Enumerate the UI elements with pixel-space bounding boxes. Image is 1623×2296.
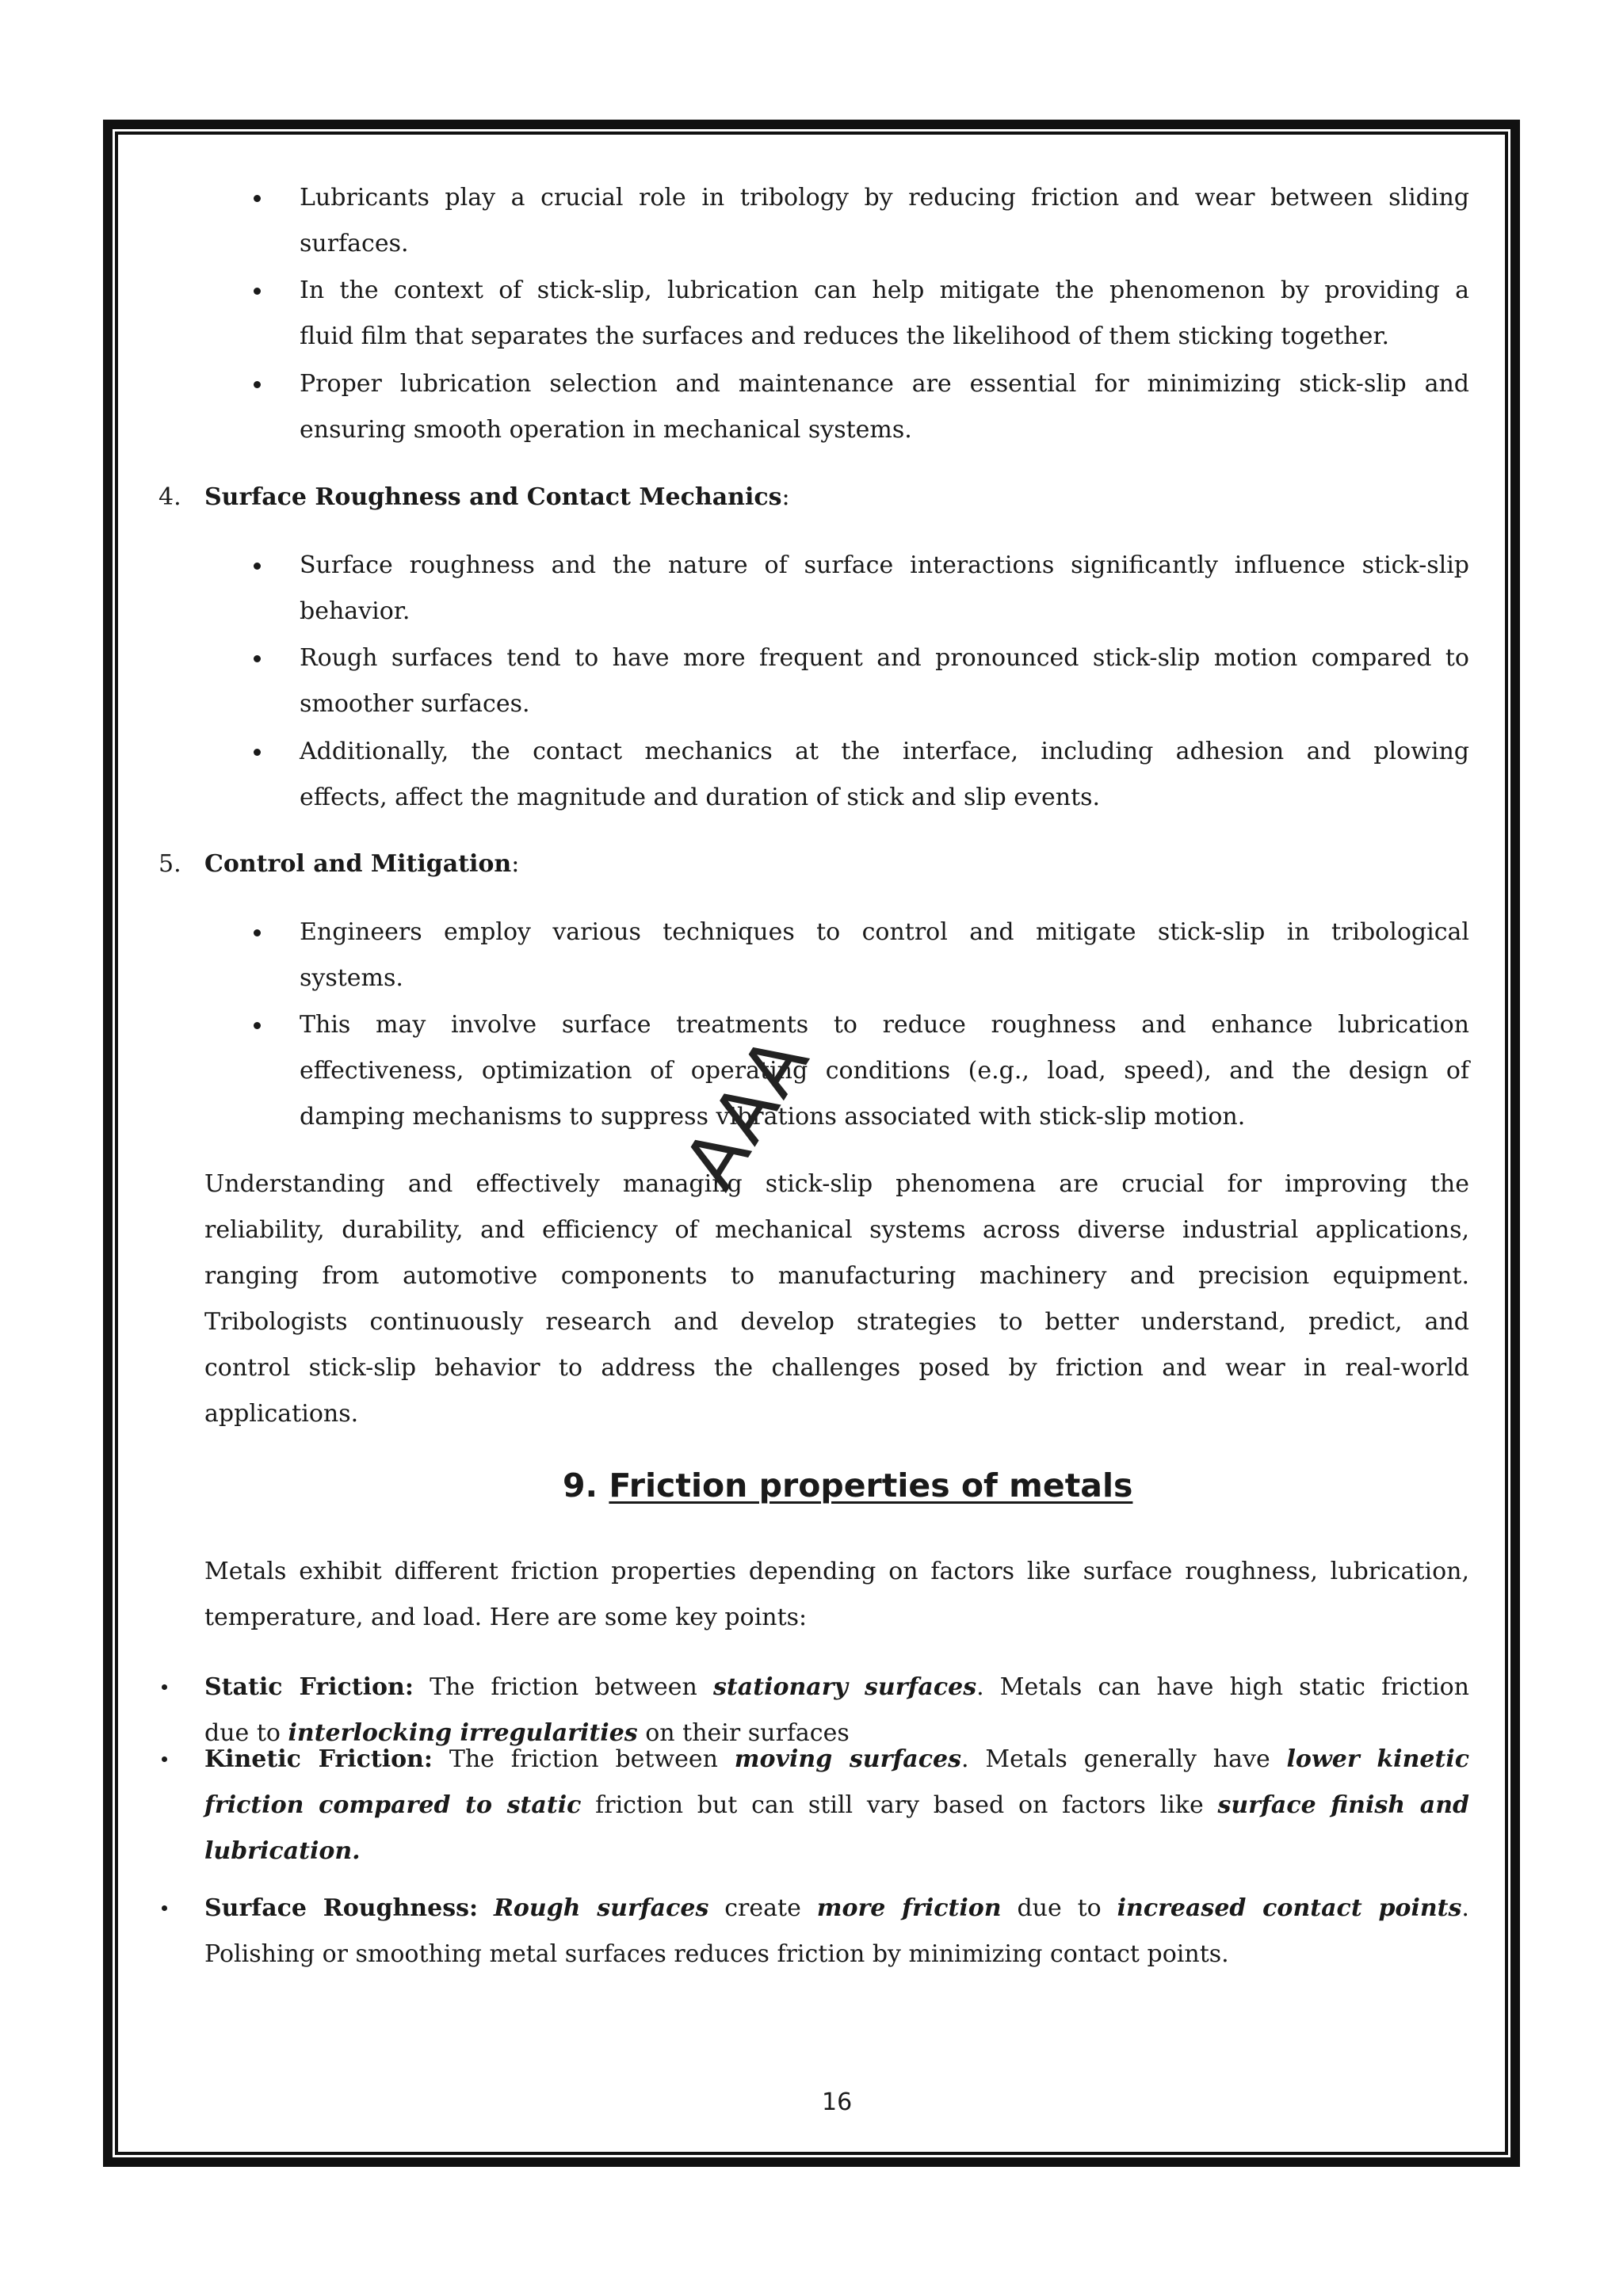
emphasis: more friction [816,1894,1002,1922]
emphasis: interlocking irregularities [288,1719,638,1747]
bullet-line: Rough surfaces tend to have more frequent and pronounced stick-slip motion compared to [300,644,1469,672]
paragraph-line: reliability, durability, and efficiency of mechanical systems across diverse industrial applications, [204,1216,1469,1244]
bullet-dot [254,195,261,202]
text-run: due to [204,1719,281,1747]
section-title [204,850,519,879]
bullet-dot [254,749,261,756]
list-item-line [204,1673,1469,1702]
paragraph-line: Tribologists continuously research and develop strategies to better understand, predict, and [204,1308,1469,1336]
bullet-line: damping mechanisms to suppress vibrations associated with stick-slip motion. [300,1103,1246,1131]
bullet-line: surfaces. [300,230,409,257]
bullet-line: Proper lubrication selection and maintenance are essential for minimizing stick-slip and [300,370,1469,398]
section-title-text: Surface Roughness and Contact Mechanics [204,483,782,511]
bullet-line: smoother surfaces. [300,690,530,718]
emphasis: lubrication. [204,1837,361,1865]
section-title-text: Control and Mitigation [204,850,512,878]
bullet-line: Lubricants play a crucial role in tribology by reducing friction and wear between sliding [300,184,1469,212]
page-number: 16 [822,2088,853,2116]
text-run: . [1461,1894,1469,1922]
bullet-dot [254,381,261,388]
heading-title: Friction properties of metals [609,1466,1133,1505]
emphasis: moving surfaces [734,1745,961,1773]
heading-number: 9. [563,1466,598,1505]
emphasis: friction compared to static [204,1791,582,1819]
bullet-dot [254,929,261,936]
text-run: The friction between [430,1673,697,1701]
bullet-line: Engineers employ various techniques to control and mitigate stick-slip in tribological [300,918,1469,946]
bullet-dot [254,1022,261,1029]
bullet-dot [254,288,261,295]
bullet-dot [162,1905,167,1911]
bullet-line: effects, affect the magnitude and duration of stick and slip events. [300,784,1101,811]
bullet-dot [162,1684,167,1690]
bullet-dot [254,563,261,570]
list-number: 5. [158,850,181,878]
bullet-line: Surface roughness and the nature of surface interactions significantly influence stick-slip [300,551,1469,579]
bullet-line: systems. [300,964,403,992]
paragraph-line: control stick-slip behavior to address the challenges posed by friction and wear in real-world [204,1354,1469,1382]
list-item-line [204,1791,1469,1820]
emphasis: increased contact points [1117,1894,1462,1922]
text-run: friction but can still vary based on factors like [595,1791,1204,1819]
colon: : [781,483,790,511]
emphasis: surface finish and [1217,1791,1469,1819]
bullet-dot [254,655,261,662]
text-run: create [724,1894,801,1922]
watermark: AAA [667,1020,827,1203]
text-run: . Metals can have high static friction [976,1673,1469,1701]
term-label: Static Friction: [204,1673,414,1701]
text-run: due to [1017,1894,1102,1922]
list-item-line [204,1837,361,1866]
text-run: The friction between [449,1745,718,1773]
emphasis: lower kinetic [1286,1745,1469,1773]
list-item-line: Polishing or smoothing metal surfaces reduces friction by minimizing contact points. [204,1940,1229,1968]
bullet-line: In the context of stick-slip, lubrication can help mitigate the phenomenon by providing a [300,277,1469,304]
colon: : [511,850,520,878]
term-label: Kinetic Friction: [204,1745,433,1773]
list-number: 4. [158,483,181,511]
emphasis: stationary surfaces [713,1673,977,1701]
section-title [204,483,790,512]
paragraph-line: ranging from automotive components to manufacturing machinery and precision equipment. [204,1262,1469,1290]
bullet-line: fluid film that separates the surfaces and reduces the likelihood of them sticking together. [300,322,1390,350]
bullet-line: effectiveness, optimization of operating conditions (e.g., load, speed), and the design of [300,1057,1469,1085]
bullet-dot [162,1756,167,1762]
paragraph-line: temperature, and load. Here are some key points: [204,1604,808,1631]
term-label: Surface Roughness: [204,1894,479,1922]
text-run: on their surfaces [645,1719,850,1747]
bullet-line: Additionally, the contact mechanics at the interface, including adhesion and plowing [300,738,1469,765]
text-run: . Metals generally have [961,1745,1270,1773]
bullet-line: ensuring smooth operation in mechanical systems. [300,416,912,444]
bullet-line: This may involve surface treatments to reduce roughness and enhance lubrication [300,1011,1469,1039]
bullet-line: behavior. [300,597,411,625]
paragraph-line: Understanding and effectively managing stick-slip phenomena are crucial for improving the [204,1170,1469,1198]
list-item-line [204,1745,1469,1774]
paragraph-line: applications. [204,1400,359,1428]
paragraph-line: Metals exhibit different friction properties depending on factors like surface roughness, lubrication, [204,1558,1469,1585]
section-heading [563,1466,1132,1505]
list-item-line [204,1894,1469,1923]
emphasis: Rough surfaces [493,1894,709,1922]
list-item-line [204,1719,850,1748]
